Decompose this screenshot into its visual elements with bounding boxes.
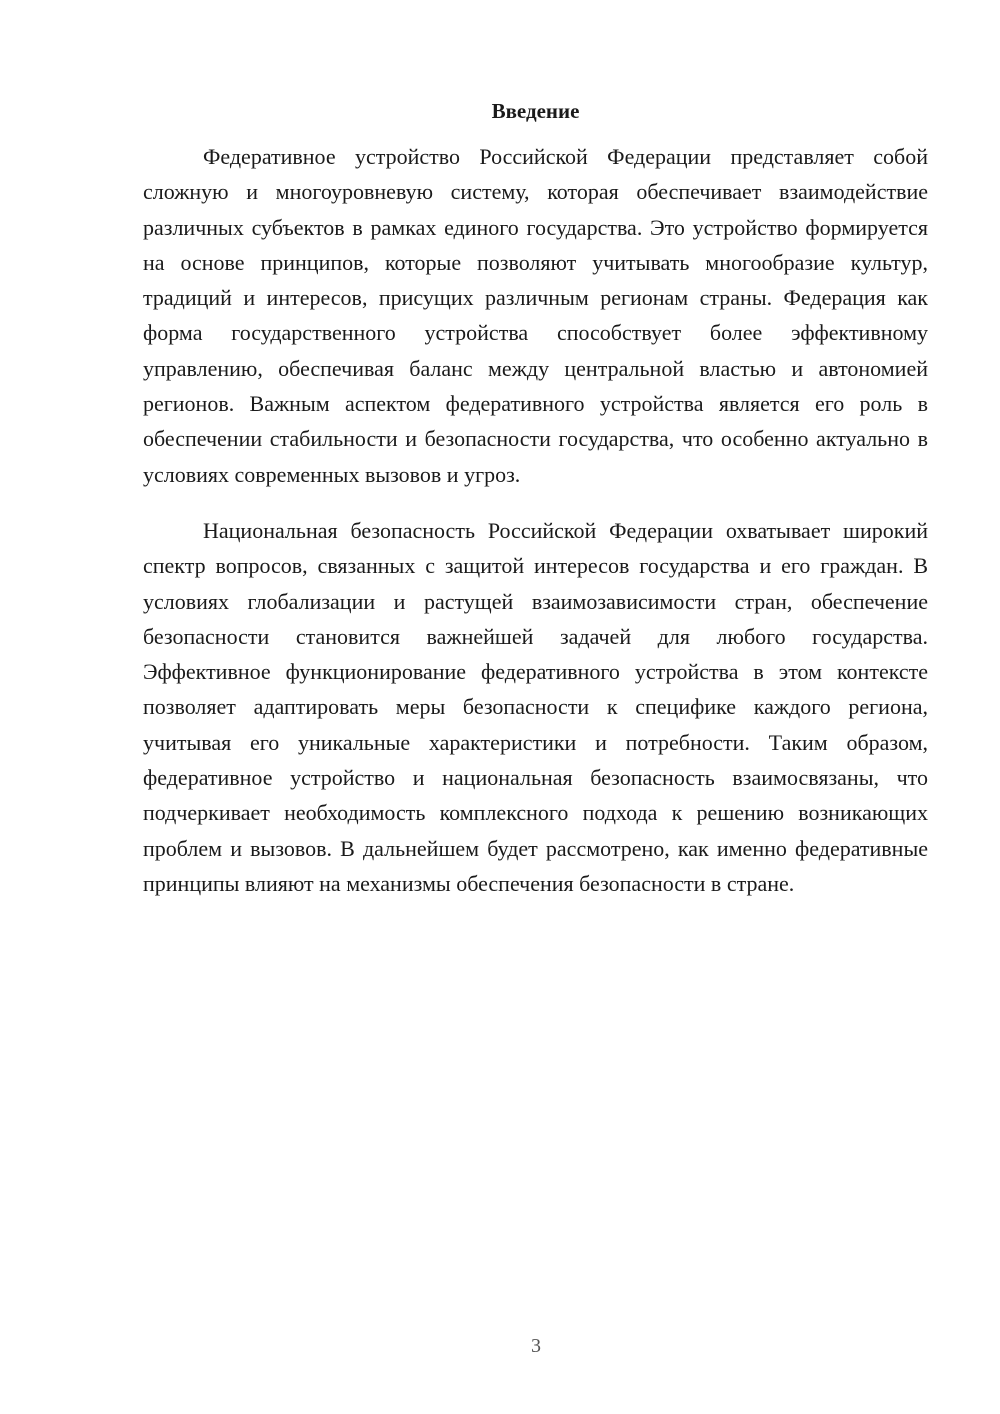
page-content <box>143 96 928 901</box>
page-title: Введение <box>491 99 580 123</box>
paragraph-2: Национальная безопасность Российской Федерации охватывает широкий спектр вопросов, связанных с защитой интересов государства и его граждан. В условиях глобализации и растущей взаимозависимости стран, обеспечение безопасности становится важнейшей задачей для любого государства. Эффективное функционирование федеративного устройства в этом контексте позволяет адаптировать меры безопасности к специфике каждого региона, учитывая его уникальные характеристики и потребности. Таким образом, федеративное устройство и национальная безопасность взаимосвязаны, что подчеркивает необходимость комплексного подхода к решению возникающих проблем и вызовов. В дальнейшем будет рассмотрено, как именно федеративные принципы влияют на механизмы обеспечения безопасности в стране. <box>143 517 928 896</box>
page-number: 3 <box>531 1335 541 1357</box>
paragraph-1: Федеративное устройство Российской Федерации представляет собой сложную и многоуровневую систему, которая обеспечивает взаимодействие различных субъектов в рамках единого государства. Это устройство формируется на основе принципов, которые позволяют учитывать многообразие культур, традиций и интересов, присущих различным регионам страны. Федерация как форма государственного устройства способствует более эффективному управлению, обеспечивая баланс между центральной властью и автономией регионов. Важным аспектом федеративного устройства является его роль в обеспечении стабильности и безопасности государства, что особенно актуально в условиях современных вызовов и угроз. <box>143 144 928 487</box>
